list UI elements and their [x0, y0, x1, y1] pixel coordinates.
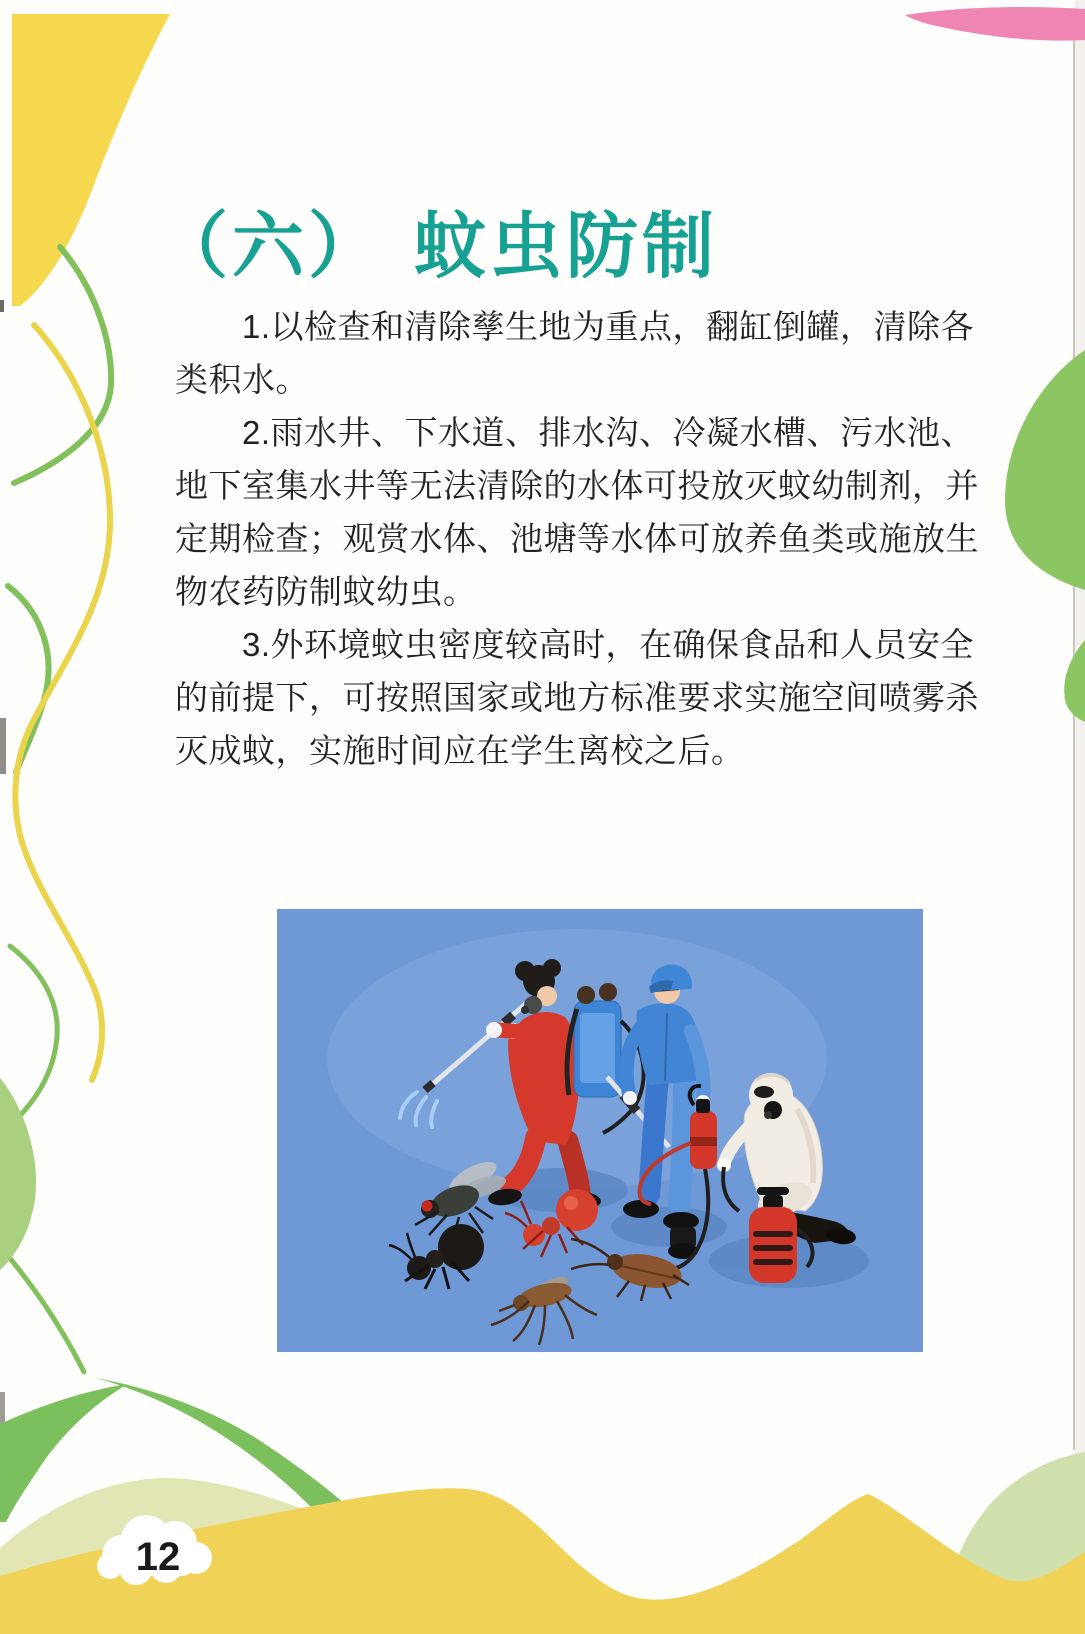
pest-control-scene: [277, 909, 923, 1352]
red-ant-thorax: [542, 1217, 560, 1235]
worker-red-back-leg: [568, 1141, 580, 1191]
backpack-cap: [577, 986, 595, 1004]
fly-eye: [422, 1201, 433, 1212]
worker-red-hair: [543, 959, 561, 977]
worker-red-hair: [515, 961, 535, 981]
tank-pump-handle: [757, 1187, 789, 1195]
section-title-text: 蚊虫防制: [414, 207, 719, 288]
text-line: 的前提下，可按照国家或地方标准要求实施空间喷雾杀: [175, 679, 979, 716]
red-ant-highlight: [564, 1196, 578, 1210]
page-number: 12: [135, 1535, 181, 1579]
text-line: 灭成蚊，实施时间应在学生离校之后。: [175, 732, 745, 769]
worker-red-arm: [497, 1030, 559, 1035]
tank-stripes: [753, 1231, 793, 1265]
text-line: 1.以检查和清除孳生地为重点，翻缸倒罐，清除各: [242, 308, 975, 345]
decor-left-green-curve-3: [10, 946, 57, 1126]
worker-blue-front-leg: [679, 1079, 684, 1204]
sprayer-band: [690, 1137, 717, 1146]
page-title: [156, 208, 718, 287]
tank-neck: [763, 1195, 783, 1209]
respirator-filter: [521, 1006, 529, 1014]
text-line: 地下室集水井等无法清除的水体可投放灭蚊幼制剂，并: [175, 467, 979, 504]
worker-blue-glove: [623, 1091, 637, 1105]
respirator-filter: [764, 1111, 772, 1119]
page-edge-shade: [1075, 0, 1085, 1634]
text-line: 3.外环境蚊虫密度较高时，在确保食品和人员安全: [242, 626, 975, 663]
backpack-cap: [599, 983, 617, 1001]
black-ant-abdomen: [438, 1224, 484, 1270]
worker-blue-boot: [623, 1200, 659, 1218]
pest-control-illustration: [277, 909, 923, 1352]
body-text: [175, 300, 980, 777]
text-line: 2.雨水井、下水道、排水沟、冷凝水槽、污水池、: [242, 414, 975, 451]
text-line: 定期检查；观赏水体、池塘等水体可放养鱼类或施放生: [175, 520, 979, 557]
text-line: 类积水。: [175, 361, 309, 398]
section-label: （六）: [156, 207, 385, 288]
scan-artifact-left: [0, 718, 6, 774]
backpack-tank-panel: [580, 1013, 615, 1083]
decor-top-left-wedge: [12, 14, 170, 306]
decor-right-leaf-large: [1005, 350, 1085, 590]
decor-bottom-waves: [0, 1378, 1085, 1634]
worker-red-glove: [486, 1022, 502, 1038]
decor-left-green-curve-4: [8, 1256, 84, 1372]
lance-nozzle: [425, 1083, 433, 1090]
decor-pink-swoosh: [905, 7, 1085, 41]
worker-blue-back-leg: [649, 1077, 658, 1195]
worker-white-goggles: [754, 1086, 774, 1098]
text-line: 物农药防制蚊幼虫。: [175, 573, 477, 610]
lance-grip: [504, 1015, 513, 1023]
red-ant-abdomen: [556, 1189, 598, 1231]
scan-artifact-left-small: [0, 300, 4, 312]
decor-left-green-curve-2: [8, 586, 49, 772]
sprayer-pump: [696, 1099, 710, 1113]
